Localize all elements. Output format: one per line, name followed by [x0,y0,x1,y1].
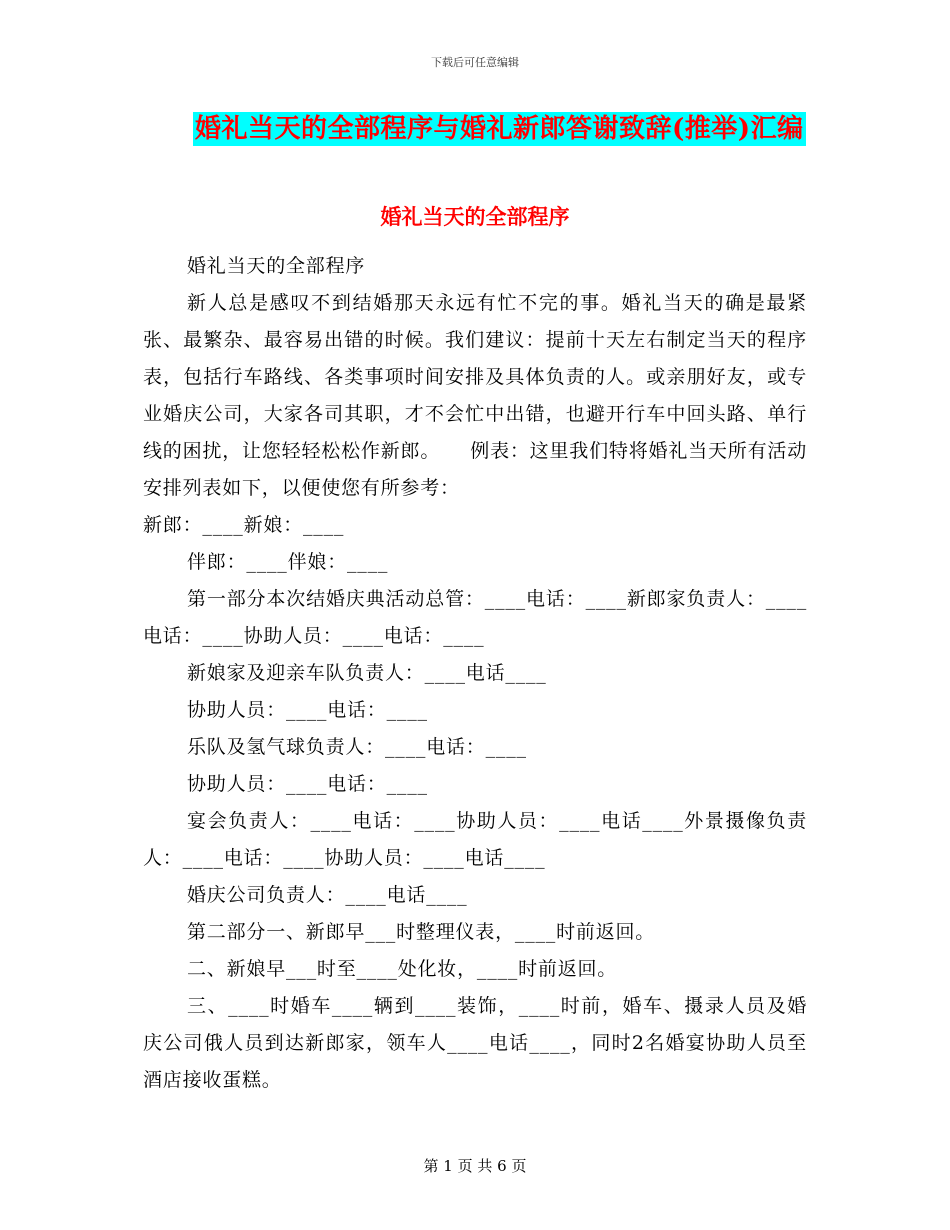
paragraph-bride-family: 新娘家及迎亲车队负责人：____电话____ [187,662,547,684]
paragraph-intro: 新人总是感叹不到结婚那天永远有忙不完的事。婚礼当天的确是最紧张、最繁杂、最容易出错的时候。我们建议：提前十天左右制定当天的程序表，包括行车路线、各类事项时间安排及具体负责的人。或亲朋好友，或专业婚庆公司，大家各司其职，才不会忙中出错，也避开行车中回头路、单行线的困扰，让您轻轻松松作新郎。 例表：这里我们特将婚礼当天所有活动安排列表如下，以便使您有所参考： [143,292,807,499]
paragraph-band: 乐队及氢气球负责人：____电话：____ [187,736,527,758]
paragraph-part-two-1: 第二部分一、新郎早___时整理仪表，____时前返回。 [187,921,656,943]
section-title: 婚礼当天的全部程序 [380,204,570,229]
document-title: 婚礼当天的全部程序与婚礼新郎答谢致辞(推举)汇编 [195,114,804,144]
page-footer: 第 1 页 共 6 页 [423,1157,527,1175]
document-title-container [193,112,806,146]
paragraph-groom-bride: 新郎：____新娘：____ [143,514,345,536]
paragraph-assistant-2: 协助人员：____电话：____ [187,773,428,795]
document-body [143,248,807,1099]
paragraph-part-two-3: 三、____时婚车____辆到____装饰，____时前，婚车、摄录人员及婚庆公司俄人员到达新郎家，领车人____电话____，同时2名婚宴协助人员至酒店接收蛋糕。 [143,995,807,1091]
page-header-note: 下载后可任意编辑 [431,56,519,69]
paragraph-part-one: 第一部分本次结婚庆典活动总管：____电话：____新郎家负责人：____电话：____协助人员：____电话：____ [143,588,807,647]
paragraph-wedding-company: 婚庆公司负责人：____电话____ [187,884,468,906]
paragraph-banquet: 宴会负责人：____电话：____协助人员：____电话____外景摄像负责人：____电话：____协助人员：____电话____ [143,810,807,869]
paragraph-intro-heading: 婚礼当天的全部程序 [187,255,366,277]
paragraph-part-two-2: 二、新娘早___时至____处化妆，____时前返回。 [187,958,618,980]
paragraph-assistant-1: 协助人员：____电话：____ [187,699,428,721]
paragraph-best-man: 伴郎：____伴娘：____ [187,551,389,573]
